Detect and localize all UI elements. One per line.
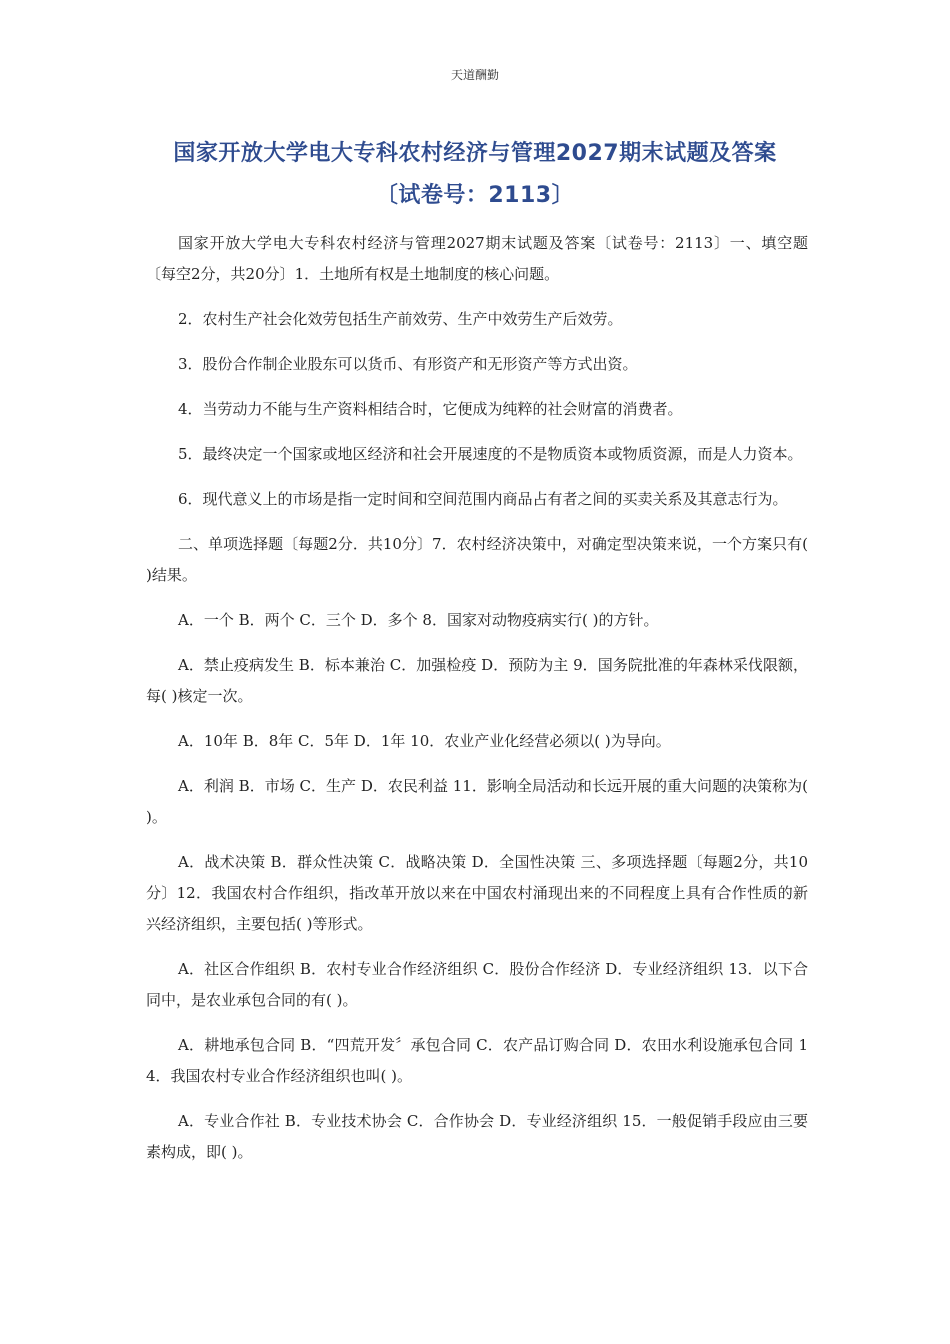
header-mark: 天道酬勤 [450, 68, 499, 82]
paragraph: 国家开放大学电大专科农村经济与管理2027期末试题及答案〔试卷号：2113〕一、填空题〔每空2分，共20分〕1．土地所有权是土地制度的核心问题。 [146, 234, 808, 283]
paragraph: 6．现代意义上的市场是指一定时间和空间范围内商品占有者之间的买卖关系及其意志行为。 [178, 490, 788, 508]
paragraph: 2．农村生产社会化效劳包括生产前效劳、生产中效劳生产后效劳。 [178, 310, 623, 328]
paragraph: A．一个 B．两个 C．三个 D．多个 8．国家对动物疫病实行( )的方针。 [178, 611, 659, 629]
paragraph: 4．当劳动力不能与生产资料相结合时，它便成为纯粹的社会财富的消费者。 [178, 400, 683, 418]
paragraph: A．禁止疫病发生 B．标本兼治 C．加强检疫 D．预防为主 9．国务院批准的年森林采伐限额，每( )核定一次。 [146, 656, 808, 705]
document-subtitle: 〔试卷号：2113〕 [375, 183, 575, 208]
paragraph: A．战术决策 B．群众性决策 C．战略决策 D．全国性决策 三、多项选择题〔每题2分，共10分〕12．我国农村合作组织，指改革开放以来在中国农村涌现出来的不同程度上具有合作性质的新兴经济组织，主要包括( )等形式。 [146, 853, 808, 933]
paragraph: 3．股份合作制企业股东可以货币、有形资产和无形资产等方式出资。 [178, 355, 638, 373]
paragraph: A．社区合作组织 B．农村专业合作经济组织 C．股份合作经济 D．专业经济组织 13．以下合同中，是农业承包合同的有( )。 [146, 960, 808, 1009]
paragraph: A．利润 B．市场 C．生产 D．农民利益 11．影响全局活动和长远开展的重大问题的决策称为( )。 [146, 777, 808, 826]
paragraph: A．耕地承包合同 B．“四荒开发〞承包合同 C．农产品订购合同 D．农田水利设施承包合同 14．我国农村专业合作经济组织也叫( )。 [146, 1036, 808, 1085]
document-body [146, 228, 808, 1182]
paragraph: A．专业合作社 B．专业技术协会 C．合作协会 D．专业经济组织 15．一般促销手段应由三要素构成，即( )。 [146, 1112, 808, 1161]
paragraph: 二、单项选择题〔每题2分．共10分〕7．农村经济决策中，对确定型决策来说，一个方案只有( )结果。 [146, 535, 808, 584]
paragraph: A．10年 B．8年 C．5年 D．1年 10．农业产业化经营必须以( )为导向。 [178, 732, 671, 750]
document-title: 国家开放大学电大专科农村经济与管理2027期末试题及答案 [173, 141, 777, 166]
paragraph: 5．最终决定一个国家或地区经济和社会开展速度的不是物质资本或物质资源，而是人力资本。 [178, 445, 803, 463]
